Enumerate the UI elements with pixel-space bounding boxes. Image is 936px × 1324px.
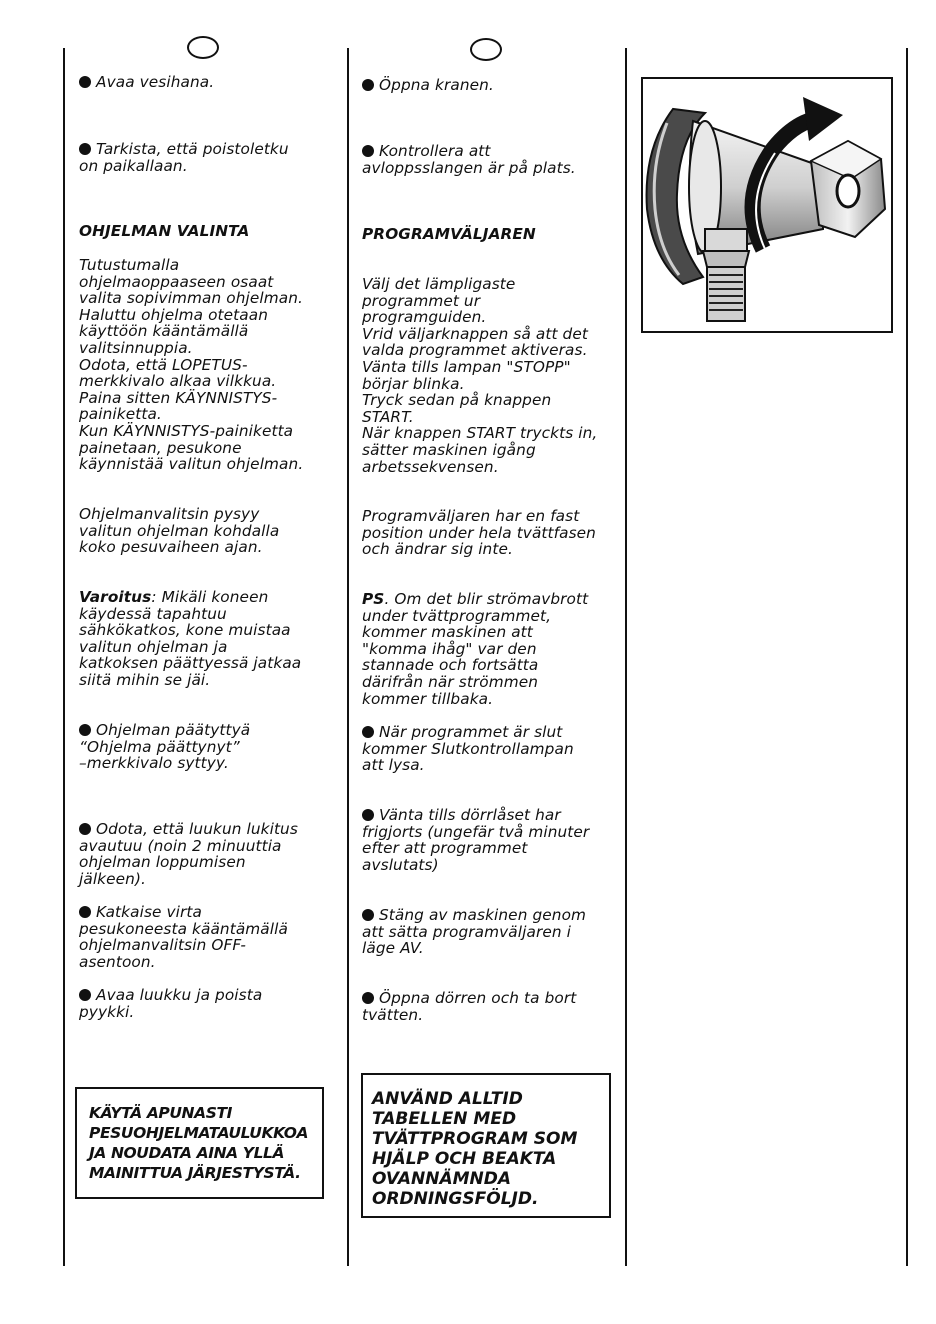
column-rule-middle [347,48,349,1266]
sv-bullet-program-end: När programmet är slut kommer Slutkontrollampan att lysa. [362,723,574,775]
fi-warning-text: Varoitus: Mikäli koneen käydessä tapahtuu sähkökatkos, kone muistaa valitun ohjelman ja katkoksen päättyessä jatkaa siitä mihin se jäi. [79,588,302,689]
fi-bullet-power-off: Katkaise virta pesukoneesta kääntämällä ohjelmanvalitsin OFF- asentoon. [79,903,288,971]
bullet-icon [362,145,374,157]
sv-bullet-remove-laundry: Öppna dörren och ta bort tvätten. [362,989,577,1024]
bullet-icon [362,992,374,1004]
fi-bullet-door-lock: Odota, että luukun lukitus avautuu (noin 2 minuuttia ohjelman loppumisen jälkeen). [79,820,298,888]
fi-heading: OHJELMAN VALINTA [79,222,250,240]
bullet-icon [79,76,91,88]
language-oval-fi [187,36,219,59]
sv-bullet-door-lock: Vänta tills dörrlåset har frigjorts (ungefär två minuter efter att programmet avslutats) [362,806,590,874]
bullet-icon [79,724,91,736]
water-tap-illustration [641,77,893,333]
bullet-icon [79,143,91,155]
bullet-icon [79,989,91,1001]
fi-notice-box [75,1087,324,1199]
column-rule-left [63,48,65,1266]
fi-selector-position-text: Ohjelmanvalitsin pysyy valitun ohjelman kohdalla koko pesuvaiheen ajan. [79,505,280,557]
column-rule-far-right [906,48,908,1266]
sv-heading: PROGRAMVÄLJAREN [362,225,536,243]
column-rule-right [625,48,627,1266]
bullet-icon [362,809,374,821]
bullet-icon [79,906,91,918]
bullet-icon [79,823,91,835]
bullet-icon [362,79,374,91]
language-oval-sv [470,38,502,61]
fi-bullet-remove-laundry: Avaa luukku ja poista pyykki. [79,986,263,1021]
sv-selector-position-text: Programväljaren har en fast position under hela tvättfasen och ändrar sig inte. [362,507,596,559]
fi-bullet-program-end: Ohjelman päätyttyä “Ohjelma päättynyt” –merkkivalo syttyy. [79,721,251,773]
sv-ps-text: PS. Om det blir strömavbrott under tvättprogrammet, kommer maskinen att "komma ihåg" var den stannade och fortsätta därifrån när strömmen kommer tillbaka. [362,590,589,708]
bullet-icon [362,909,374,921]
sv-notice-text: ANVÄND ALLTID TABELLEN MED TVÄTTPROGRAM SOM HJÄLP OCH BEAKTA OVANNÄMNDA ORDNINGSFÖLJD. [372,1089,578,1209]
fi-program-selection-text: Tutustumalla ohjelmaoppaaseen osaat valita sopivimman ohjelman. Haluttu ohjelma otetaan käyttöön kääntämällä valitsinnuppia. Odota, että LOPETUS- merkkivalo alkaa vilkkua. Paina sitten KÄYNNISTYS- painiketta. Kun KÄYNNISTYS-painiketta painetaan, pesukone käynnistää valitun ohjelman. [79,256,304,474]
sv-bullet-open-tap: Öppna kranen. [362,77,494,94]
sv-bullet-drain-hose: Kontrollera att avloppsslangen är på plats. [362,142,576,177]
sv-notice-box [361,1073,611,1218]
sv-program-selection-text: Välj det lämpligaste programmet ur programguiden. Vrid väljarknappen så att det valda programmet aktiveras. Vänta tills lampan "STOPP" börjar blinka. Tryck sedan på knappen START. När knappen START tryckts in, sätter maskinen igång arbetssekvensen. [362,275,598,476]
fi-notice-text: KÄYTÄ APUNASTI PESUOHJELMATAULUKKOA JA NOUDATA AINA YLLÄ MAINITTUA JÄRJESTYSTÄ. [89,1104,309,1182]
fi-bullet-open-tap: Avaa vesihana. [79,74,214,91]
bullet-icon [362,726,374,738]
water-tap-icon [643,79,891,331]
sv-bullet-power-off: Stäng av maskinen genom att sätta programväljaren i läge AV. [362,906,587,958]
fi-bullet-drain-hose: Tarkista, että poistoletku on paikallaan. [79,140,289,175]
